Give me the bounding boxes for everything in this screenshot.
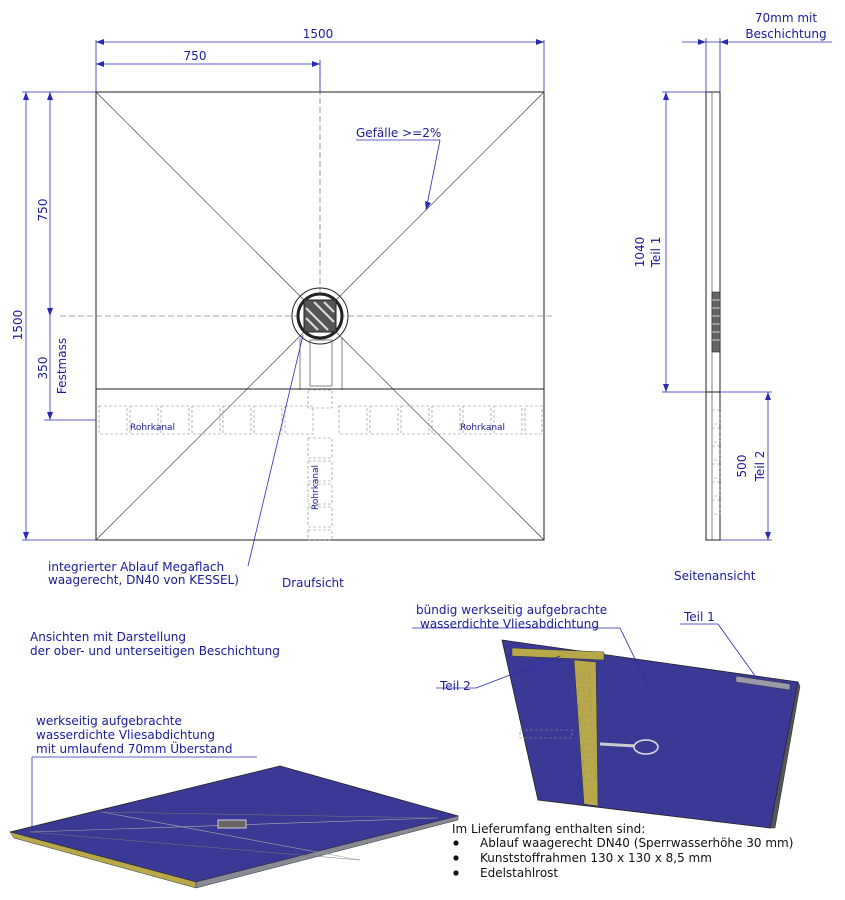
tray-top-perspective bbox=[10, 714, 458, 888]
dim-width: 1500 bbox=[302, 27, 334, 41]
slope-line-tl bbox=[96, 92, 320, 316]
scope-item: Edelstahlrost bbox=[480, 866, 559, 880]
views-note-line2: der ober- und unterseitigen Beschichtung bbox=[30, 644, 280, 658]
dim-height: 1500 bbox=[11, 309, 25, 341]
drain-leader bbox=[248, 335, 303, 566]
dim-part2-value: 500 bbox=[735, 454, 749, 478]
part2-label: Teil 2 bbox=[440, 679, 471, 693]
tray-drain-icon bbox=[218, 820, 246, 828]
bottom-right-note-line1: bündig werkseitig aufgebrachte bbox=[416, 603, 608, 617]
bullet-icon bbox=[453, 870, 458, 875]
side-view bbox=[633, 11, 832, 583]
dim-half-v: 750 bbox=[36, 198, 50, 222]
drain-outlet-icon bbox=[634, 740, 658, 754]
tray-bottom-surface bbox=[502, 640, 798, 828]
side-drain-icon bbox=[712, 292, 720, 352]
scope-item: Kunststoffrahmen 130 x 130 x 8,5 mm bbox=[480, 851, 712, 865]
slope-leader bbox=[426, 140, 440, 210]
top-view-caption: Draufsicht bbox=[282, 576, 344, 590]
bottom-left-note-line2: wasserdichte Vliesabdichtung bbox=[36, 728, 216, 742]
channel-vertical-label: Rohrkanal bbox=[311, 464, 321, 510]
drain-grate-icon bbox=[304, 300, 336, 332]
drain-note-line2: waagerecht, DN40 von KESSEL) bbox=[48, 573, 239, 587]
dim-fixed: 350 bbox=[36, 356, 50, 380]
drain-outlet-pipe bbox=[310, 340, 332, 386]
scope-heading: Im Lieferumfang enthalten sind: bbox=[452, 822, 646, 836]
channel-right-label: Rohrkanal bbox=[460, 423, 506, 433]
bottom-left-note-line3: mit umlaufend 70mm Überstand bbox=[36, 742, 233, 756]
drain-note-line1: integrierter Ablauf Megaflach bbox=[48, 560, 225, 574]
bullet-icon bbox=[453, 855, 458, 860]
tray-bottom-perspective bbox=[412, 603, 800, 828]
bottom-left-note-line1: werkseitig aufgebrachte bbox=[36, 714, 182, 728]
dim-part2-label: Teil 2 bbox=[753, 450, 767, 482]
top-view bbox=[11, 27, 552, 590]
dim-half: 750 bbox=[183, 49, 207, 63]
dim-part1-value: 1040 bbox=[633, 236, 647, 268]
dim-part1-label: Teil 1 bbox=[649, 236, 663, 268]
dim-coating-line1: 70mm mit bbox=[754, 11, 818, 25]
fixed-label: Festmass bbox=[55, 337, 69, 395]
scope-item: Ablauf waagerecht DN40 (Sperrwasserhöhe 30 mm) bbox=[480, 836, 794, 850]
scope-of-delivery bbox=[452, 822, 793, 880]
channel-left-label: Rohrkanal bbox=[130, 423, 176, 433]
part1-label: Teil 1 bbox=[684, 610, 715, 624]
side-view-caption: Seitenansicht bbox=[674, 569, 756, 583]
views-note-line1: Ansichten mit Darstellung bbox=[30, 630, 187, 644]
bottom-right-note-line2: wasserdichte Vliesabdichtung bbox=[420, 617, 600, 631]
bullet-icon bbox=[453, 840, 458, 845]
dim-coating-line2: Beschichtung bbox=[745, 27, 827, 41]
slope-label: Gefälle >=2% bbox=[356, 126, 442, 140]
